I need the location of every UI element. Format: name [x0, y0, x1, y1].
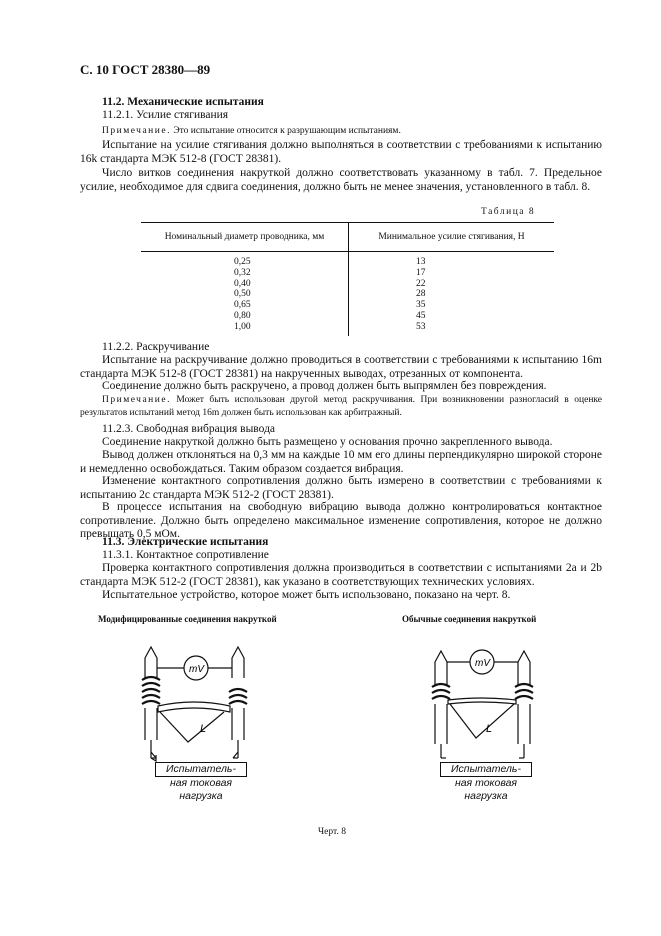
note-1	[102, 125, 401, 138]
current-load-line-2: ная токовая	[454, 777, 518, 789]
section-11-2-title: 11.2. Механические испытания	[102, 96, 264, 108]
section-11-3-title: 11.3. Электрические испытания	[102, 536, 269, 548]
table-cell-diameter: 0,50	[141, 289, 349, 300]
note-1-text: Это испытание относится к разрушающим испытаниям.	[170, 126, 401, 136]
note-2-label: Примечание.	[102, 395, 171, 405]
table-row	[141, 311, 554, 322]
current-load-line-2: ная токовая	[169, 777, 233, 789]
right-coil-icon	[229, 689, 247, 704]
figure-right-caption: Обычные соединения накруткой	[402, 614, 537, 624]
table-cell-diameter: 0,25	[141, 257, 349, 268]
paragraph-vibration-4: В процессе испытания на свободную вибрацию вывода должно контролироваться контактное сопротивление. Должно быть определено максимальное изменение сопротивления, которое не должно превышать 0,5 мОм.	[80, 501, 602, 540]
paragraph-turns: Число витков соединения накруткой должно соответствовать указанному в табл. 7. Предельное усилие, необходимое для сдвига соединения, должно быть не менее значения, установленного в табл. 8.	[80, 167, 602, 193]
table-8-caption: Таблица 8	[481, 207, 536, 217]
right-post-icon	[518, 651, 530, 685]
table-row	[141, 289, 554, 300]
table-8-header-diameter: Номинальный диаметр проводника, мм	[141, 223, 349, 252]
figure-left-caption: Модифицированные соединения накруткой	[98, 614, 277, 624]
note-2-text: Может быть использован другой метод раскручивания. При возникновении разногласий в оценке результатов испытаний метод 16m должен быть использован как арбитражный.	[80, 395, 602, 418]
subsection-11-2-1: 11.2.1. Усилие стягивания	[102, 109, 229, 121]
figure-caption: Черт. 8	[318, 827, 346, 837]
table-row	[141, 279, 554, 290]
table-cell-force: 13	[416, 257, 426, 267]
table-cell-force: 17	[416, 267, 426, 278]
table-cell-force: 45	[416, 310, 426, 321]
paragraph-test-device: Испытательное устройство, которое может быть использовано, показано на черт. 8.	[102, 589, 511, 601]
page-header: С. 10 ГОСТ 28380—89	[80, 62, 211, 77]
paragraph-vibration-2: Вывод должен отклоняться на 0,3 мм на каждые 10 мм его длины перпендикулярно широкой стороне и немедленно освобождаться. Таким образом создается вибрация.	[80, 449, 602, 475]
left-coil-icon	[142, 677, 160, 704]
table-cell-force: 28	[416, 289, 426, 300]
current-load-label-right	[440, 762, 532, 803]
paragraph-pull-test: Испытание на усилие стягивания должно выполняться в соответствии с требованиями к испытанию 16k стандарта МЭК 512-8 (ГОСТ 28381).	[80, 139, 602, 165]
table-row	[141, 257, 554, 268]
current-load-line-3: нагрузка	[464, 790, 508, 802]
current-load-line-1: Испытатель-	[440, 762, 532, 777]
table-cell-diameter: 0,80	[141, 311, 349, 322]
table-cell-diameter: 0,65	[141, 300, 349, 311]
paragraph-contact-resistance: Проверка контактного сопротивления должна производиться в соответствии с испытаниями 2а и 2b стандарта МЭК 512-2 (ГОСТ 28381), как указано в соответствующих технических условиях.	[80, 562, 602, 588]
subsection-11-2-3: 11.2.3. Свободная вибрация вывода	[102, 423, 276, 435]
meter-label: mV	[189, 664, 204, 675]
table-cell-diameter: 0,40	[141, 279, 349, 290]
table-cell-force: 35	[416, 300, 426, 311]
current-load-line-3: нагрузка	[179, 790, 223, 802]
note-2	[80, 394, 602, 420]
table-cell-diameter: 1,00	[141, 322, 349, 336]
meter-label: mV	[475, 658, 490, 669]
left-post-icon	[145, 647, 157, 678]
table-cell-force: 22	[416, 278, 426, 289]
left-coil-icon	[432, 684, 450, 699]
table-cell-force: 53	[416, 321, 426, 332]
paragraph-unwind-test: Испытание на раскручивание должно проводиться в соответствии с требованиями к испытанию 16m стандарта МЭК 512-8 (ГОСТ 28381) на накрученных выводах, отрезанных от компонента.	[80, 354, 602, 380]
table-cell-diameter: 0,32	[141, 268, 349, 279]
left-post-icon	[435, 651, 447, 685]
paragraph-unwind-result: Соединение должно быть раскручено, а провод должен быть выпрямлен без повреждения.	[102, 380, 547, 392]
table-8	[141, 222, 554, 336]
table-row	[141, 322, 554, 336]
table-8-header-force: Минимальное усилие стягивания, Н	[378, 232, 525, 242]
current-load-label-left	[155, 762, 247, 803]
subsection-11-2-2: 11.2.2. Раскручивание	[102, 341, 210, 353]
note-1-label: Примечание.	[102, 126, 171, 136]
right-post-icon	[232, 647, 244, 678]
table-row	[141, 300, 554, 311]
subsection-11-3-1: 11.3.1. Контактное сопротивление	[102, 549, 269, 561]
table-row	[141, 268, 554, 279]
length-label: L	[200, 723, 207, 735]
current-load-line-1: Испытатель-	[155, 762, 247, 777]
paragraph-vibration-3: Изменение контактного сопротивления должно быть измерено в соответствии с требованиями к испытанию 2с стандарта МЭК 512-2 (ГОСТ 28381).	[80, 475, 602, 501]
length-label: L	[486, 723, 493, 735]
paragraph-vibration-1: Соединение накруткой должно быть размещено у основания прочно закрепленного вывода.	[102, 436, 553, 448]
right-coil-icon	[515, 684, 533, 699]
